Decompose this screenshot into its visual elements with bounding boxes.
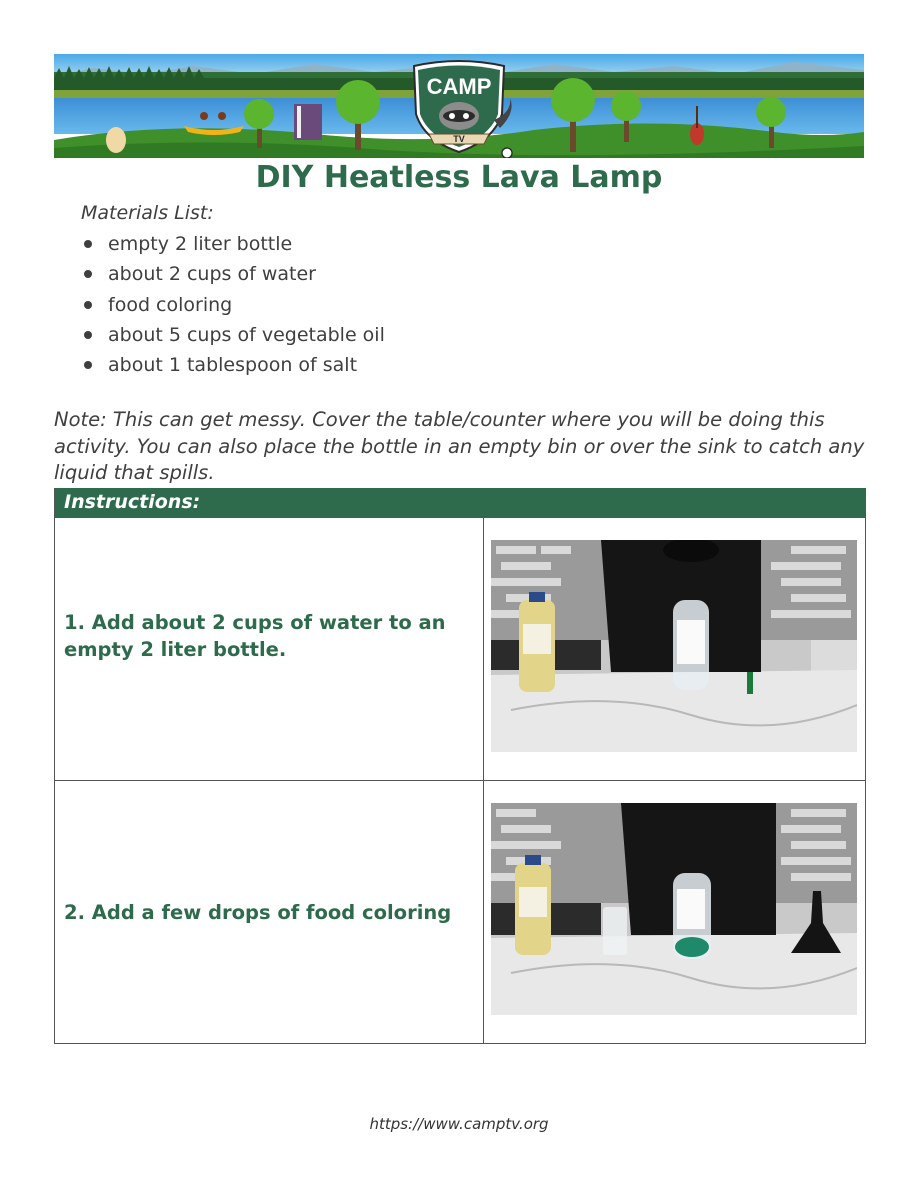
- footer-url[interactable]: https://www.camptv.org: [369, 1115, 549, 1133]
- bullet-icon: [84, 270, 92, 278]
- bullet-icon: [84, 331, 92, 339]
- instruction-row: [55, 780, 865, 1044]
- step-text: 2. Add a few drops of food coloring: [64, 901, 452, 924]
- list-item: about 2 cups of water: [81, 260, 385, 290]
- step-photo: [491, 540, 857, 752]
- page-title: DIY Heatless Lava Lamp: [255, 160, 663, 195]
- bullet-icon: [84, 301, 92, 309]
- instructions-table: [54, 488, 866, 1044]
- column-divider: [483, 781, 484, 1043]
- list-item: empty 2 liter bottle: [81, 230, 385, 260]
- list-item: about 1 tablespoon of salt: [81, 351, 385, 381]
- svg-text:CAMP: CAMP: [426, 74, 492, 99]
- materials-label: Materials List:: [81, 202, 214, 224]
- safety-note: Note: This can get messy. Cover the table/counter where you will be doing this activity. You can also place the bottle in an empty bin or over the sink to catch any liquid that spills.: [54, 408, 865, 484]
- palette-icon: [106, 127, 126, 153]
- list-item: food coloring: [81, 291, 385, 321]
- list-item: about 5 cups of vegetable oil: [81, 321, 385, 351]
- column-divider: [483, 518, 484, 780]
- materials-list: [81, 230, 385, 381]
- step-photo: [491, 803, 857, 1015]
- bullet-icon: [84, 240, 92, 248]
- svg-text:TV: TV: [453, 134, 465, 144]
- instruction-row: [55, 517, 865, 780]
- step-text: 1. Add about 2 cups of water to an empty 2 liter bottle.: [64, 611, 446, 661]
- camp-tv-banner: [54, 54, 864, 158]
- ball-icon: [502, 148, 512, 158]
- bullet-icon: [84, 361, 92, 369]
- instructions-header: Instructions:: [55, 488, 865, 517]
